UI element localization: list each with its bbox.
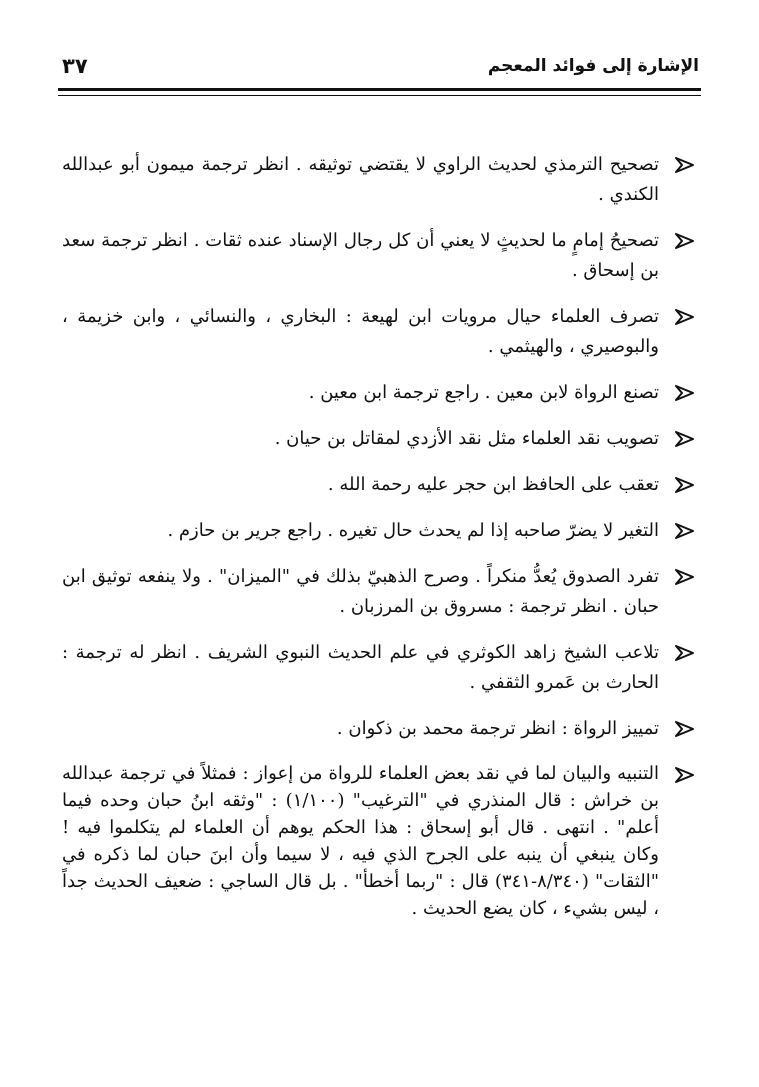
entry-text: تصنع الرواة لابن معين . راجع ترجمة ابن معين . [308,382,659,403]
index-entry [62,638,697,698]
index-entry [62,714,697,744]
arrowhead-bullet-icon [671,470,697,500]
index-entry [62,516,697,546]
index-entry [62,226,697,286]
arrowhead-bullet-icon [671,424,697,454]
arrowhead-bullet-icon [671,562,697,592]
arrowhead-bullet-icon [671,226,697,256]
index-entry [62,424,697,454]
arrowhead-bullet-icon [671,150,697,180]
index-entries [62,150,697,938]
entry-text: تصويب نقد العلماء مثل نقد الأزدي لمقاتل بن حيان . [274,428,659,449]
index-entry [62,470,697,500]
entry-text: تصرف العلماء حيال مرويات ابن لهيعة : البخاري ، والنسائي ، وابن خزيمة ، والبوصيري ، والهيثمي . [62,306,659,357]
header-rule-thick [58,88,701,91]
entry-text: تعقب على الحافظ ابن حجر عليه رحمة الله . [327,474,659,495]
running-title: الإشارة إلى فوائد المعجم [487,56,699,76]
entry-text: التغير لا يضرّ صاحبه إذا لم يحدث حال تغيره . راجع جرير بن حازم . [167,520,659,541]
arrowhead-bullet-icon [671,516,697,546]
entry-text: تصحيحُ إمامٍ ما لحديثٍ لا يعني أن كل رجال الإسناد عنده ثقات . انظر ترجمة سعد بن إسحاق . [62,230,659,281]
index-entry [62,562,697,622]
index-entry [62,378,697,408]
entry-text: تمييز الرواة : انظر ترجمة محمد بن ذكوان . [336,718,659,739]
entry-text: التنبيه والبيان لما في نقد بعض العلماء للرواة من إعواز : فمثلاً في ترجمة عبدالله بن خراش : قال المنذري في "الترغيب" (١/١٠٠) : "وثقه ابنُ حبان وحده فيما أعلم" . انتهى . قال أبو إسحاق : هذا الحكم يوهم أن العلماء لم يتكلموا فيه ! وكان ينبغي أن ينبه على الجرح الذي فيه ، لا سيما وأن ابنَ حبان لما ذكره في "الثقات" (٨/٣٤٠-٣٤١) قال : "ربما أخطأ" . بل قال الساجي : ضعيف الحديث جداً ، ليس بشيء ، كان يضع الحديث . [62,763,659,919]
index-entry [62,150,697,210]
entry-text: تفرد الصدوق يُعدُّ منكراً . وصرح الذهبيّ بذلك في "الميزان" . ولا ينفعه توثيق ابن حبان . انظر ترجمة : مسروق بن المرزبان . [62,566,659,617]
page-number: ٣٧ [62,54,88,78]
index-entry [62,760,697,922]
arrowhead-bullet-icon [671,760,697,790]
page-header [58,52,699,86]
entry-text: تصحيح الترمذي لحديث الراوي لا يقتضي توثيقه . انظر ترجمة ميمون أبو عبدالله الكندي . [62,154,659,205]
header-rule-thin [58,95,701,96]
arrowhead-bullet-icon [671,638,697,668]
entry-text: تلاعب الشيخ زاهد الكوثري في علم الحديث النبوي الشريف . انظر له ترجمة : الحارث بن عَمرو الثقفي . [62,642,659,693]
arrowhead-bullet-icon [671,302,697,332]
arrowhead-bullet-icon [671,714,697,744]
index-entry [62,302,697,362]
arrowhead-bullet-icon [671,378,697,408]
